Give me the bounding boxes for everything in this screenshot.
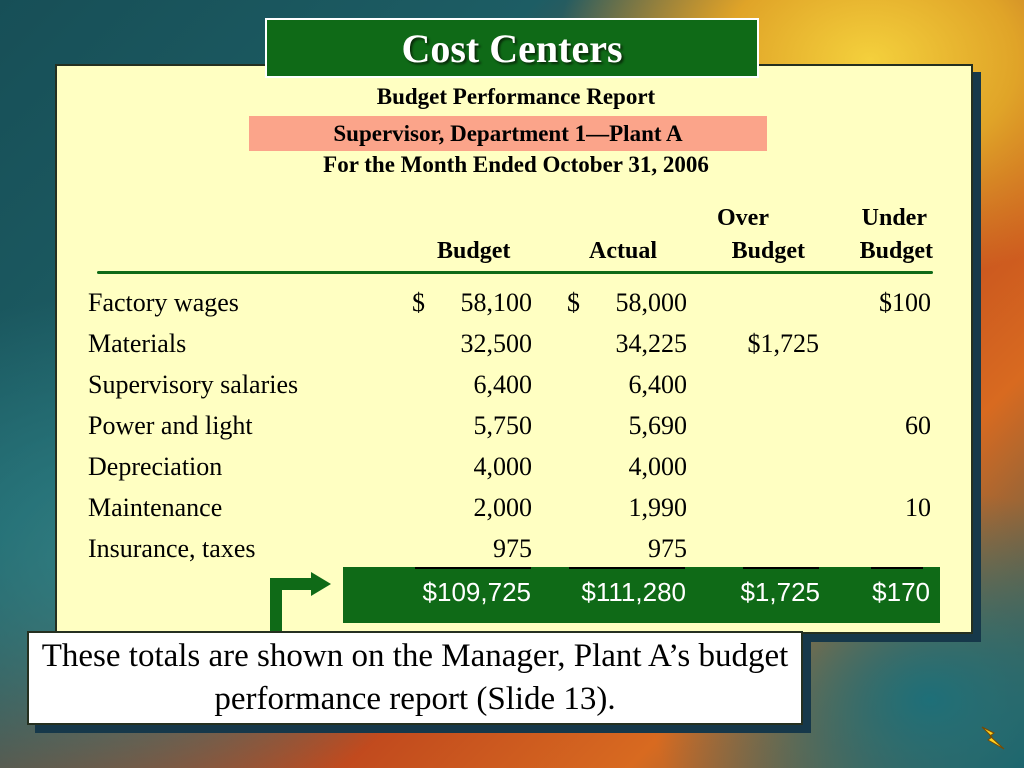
under-budget-value: 60 [905,411,931,440]
row-label: Supervisory salaries [88,370,299,399]
under-budget-value: 10 [905,493,931,522]
slide-title: Cost Centers [401,25,623,71]
budget-total-underline [415,567,531,569]
budget-value: 6,400 [473,370,532,399]
budget-value: 58,100 [460,288,532,317]
actual-value: 4,000 [628,452,687,481]
actual-value: 58,000 [615,288,687,317]
actual-value: 6,400 [628,370,687,399]
over-budget-value: $1,725 [747,329,819,358]
report-period: For the Month Ended October 31, 2006 [323,152,709,177]
actual-value: 1,990 [628,493,687,522]
actual-dollar-sign: $ [567,288,580,317]
column-header-budget: Budget [437,238,511,264]
lightning-bolt-icon[interactable] [978,723,1008,753]
table-row [57,329,975,367]
budget-value: 32,500 [460,329,532,358]
row-label: Depreciation [88,452,223,481]
budget-value: 5,750 [473,411,532,440]
table-row [57,493,975,531]
actual-total: $111,280 [581,577,686,607]
budget-value: 975 [493,534,532,563]
column-header-under-top: Under [861,205,927,231]
budget-value: 4,000 [473,452,532,481]
report-heading: Budget Performance Report [376,84,656,109]
report-subheading: Supervisor, Department 1—Plant A [249,116,767,151]
table-row [57,288,975,326]
column-header-under-bottom: Budget [859,238,933,264]
callout-box [27,631,803,725]
row-label: Materials [88,329,187,358]
actual-value: 5,690 [628,411,687,440]
header-rule [97,271,933,274]
column-header-actual: Actual [589,238,657,264]
under-budget-value: $100 [879,288,931,317]
table-row [57,452,975,490]
column-header-over-top: Over [717,205,769,231]
row-label: Factory wages [88,288,239,317]
actual-value: 34,225 [615,329,687,358]
totals-row [343,567,940,623]
table-row [57,370,975,408]
under-total-underline [871,567,923,569]
table-row [57,411,975,449]
row-label: Insurance, taxes [88,534,256,563]
budget-total: $109,725 [422,577,531,607]
budget-dollar-sign: $ [412,288,425,317]
column-header-over-bottom: Budget [731,238,805,264]
budget-value: 2,000 [473,493,532,522]
actual-total-underline [569,567,685,569]
callout-text: These totals are shown on the Manager, Plant A’s budget performance report (Slide 13). [41,638,789,717]
actual-value: 975 [648,534,687,563]
pointer-arrow-bar [270,578,314,590]
arrow-right-icon [311,572,331,596]
slide-title-bar [265,18,759,78]
over-budget-total: $1,725 [740,577,820,607]
row-label: Maintenance [88,493,223,522]
over-total-underline [743,567,819,569]
report-panel [55,64,973,634]
row-label: Power and light [88,411,253,440]
under-budget-total: $170 [872,577,930,607]
